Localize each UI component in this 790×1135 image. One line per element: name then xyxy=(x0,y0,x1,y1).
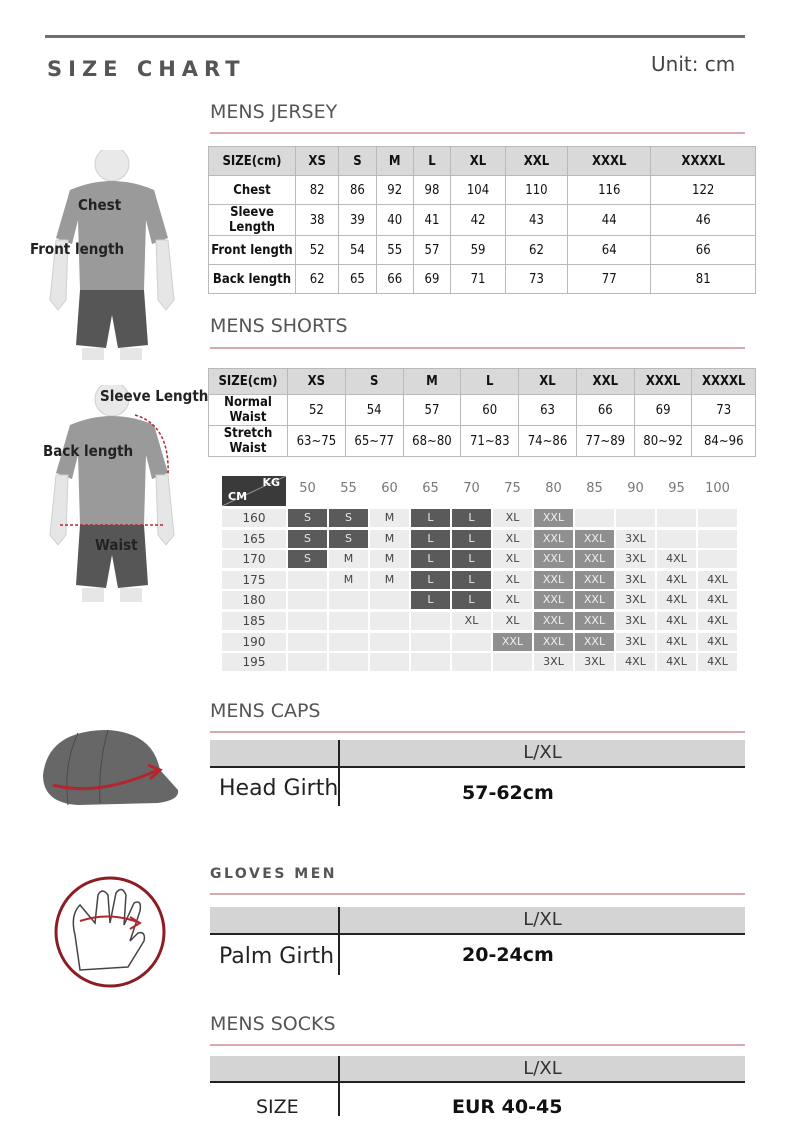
jersey-value-cell: 92 xyxy=(376,176,413,205)
jersey-size-header: XS xyxy=(296,147,339,176)
size-grid-cell: M xyxy=(370,571,409,589)
jersey-value-cell: 40 xyxy=(376,205,413,236)
size-grid-cell: 3XL xyxy=(616,530,655,548)
jersey-size-header: S xyxy=(339,147,376,176)
size-grid-cell: 4XL xyxy=(698,591,737,609)
jersey-value-cell: 98 xyxy=(413,176,450,205)
caps-measure-value: 57-62cm xyxy=(462,782,554,804)
shorts-value-cell: 65~77 xyxy=(345,426,403,457)
shorts-size-header: XS xyxy=(288,369,346,395)
size-grid-cell xyxy=(616,509,655,527)
size-grid-cell xyxy=(657,509,696,527)
size-grid-cell: XXL xyxy=(575,530,614,548)
size-grid-cell: L xyxy=(452,591,491,609)
kg-column-header: 65 xyxy=(422,481,439,496)
size-grid-cell xyxy=(452,633,491,651)
size-grid-cell: L xyxy=(452,509,491,527)
size-grid-cell: M xyxy=(370,530,409,548)
size-grid-cell: 4XL xyxy=(698,653,737,671)
size-grid-cell: L xyxy=(411,530,450,548)
jersey-value-cell: 62 xyxy=(296,265,339,294)
page-title: SIZE CHART xyxy=(47,57,246,81)
top-divider xyxy=(45,35,745,38)
size-grid-cell xyxy=(370,612,409,630)
shorts-value-cell: 60 xyxy=(461,395,519,426)
jersey-size-header: XL xyxy=(451,147,506,176)
back-length-label: Back length xyxy=(43,442,134,460)
size-grid-cell: 3XL xyxy=(616,591,655,609)
jersey-value-cell: 38 xyxy=(296,205,339,236)
jersey-row-label: Back length xyxy=(209,265,296,294)
caps-section-title: MENS CAPS xyxy=(210,700,321,722)
size-grid-cell: 4XL xyxy=(698,612,737,630)
size-grid-cell: 4XL xyxy=(698,571,737,589)
shorts-value-cell: 63~75 xyxy=(288,426,346,457)
size-grid-cell: 4XL xyxy=(657,653,696,671)
shorts-size-header: L xyxy=(461,369,519,395)
size-grid-cell xyxy=(370,653,409,671)
size-grid-cell: XL xyxy=(493,591,532,609)
size-grid-cell xyxy=(698,509,737,527)
shorts-value-cell: 74~86 xyxy=(519,426,577,457)
jersey-size-header: M xyxy=(376,147,413,176)
kg-column-header: 100 xyxy=(705,481,730,496)
jersey-value-cell: 55 xyxy=(376,236,413,265)
size-grid-cell: L xyxy=(452,550,491,568)
size-grid-cell xyxy=(288,653,327,671)
size-grid-cell: 4XL xyxy=(657,612,696,630)
shorts-value-cell: 66 xyxy=(576,395,634,426)
size-grid-cell: L xyxy=(411,509,450,527)
size-grid-cell: 3XL xyxy=(616,612,655,630)
shorts-value-cell: 77~89 xyxy=(576,426,634,457)
shorts-value-cell: 80~92 xyxy=(634,426,692,457)
shorts-value-cell: 73 xyxy=(692,395,756,426)
size-grid-cell: 4XL xyxy=(657,591,696,609)
kg-column-header: 80 xyxy=(545,481,562,496)
size-grid-cell xyxy=(329,612,368,630)
gloves-header-line xyxy=(210,933,745,935)
size-grid-cell xyxy=(411,612,450,630)
size-grid-cell: M xyxy=(370,509,409,527)
gloves-size: L/XL xyxy=(523,909,562,930)
size-grid-cell: M xyxy=(329,571,368,589)
size-grid-cell: 3XL xyxy=(616,571,655,589)
size-grid-cell xyxy=(329,653,368,671)
jersey-value-cell: 69 xyxy=(413,265,450,294)
kg-column-header: 55 xyxy=(340,481,357,496)
jersey-value-cell: 64 xyxy=(568,236,651,265)
size-grid-cell: XL xyxy=(452,612,491,630)
cm-axis-label: CM xyxy=(228,490,248,503)
front-length-label: Front length xyxy=(30,240,125,258)
jersey-row xyxy=(209,176,756,205)
size-grid-cell: 4XL xyxy=(698,633,737,651)
size-grid-cell: M xyxy=(329,550,368,568)
sleeve-length-label: Sleeve Length xyxy=(100,387,209,405)
shorts-size-header: XL xyxy=(519,369,577,395)
socks-section-title: MENS SOCKS xyxy=(210,1013,336,1035)
jersey-row-label: Sleeve Length xyxy=(209,205,296,236)
size-grid-cell xyxy=(370,633,409,651)
jersey-row xyxy=(209,236,756,265)
gloves-measure-label: Palm Girth xyxy=(219,944,335,969)
cm-row-header: 160 xyxy=(222,509,286,527)
shorts-row-label: Normal Waist xyxy=(209,395,288,426)
chest-label: Chest xyxy=(78,196,122,214)
size-grid-cell: XXL xyxy=(534,612,573,630)
jersey-value-cell: 43 xyxy=(505,205,567,236)
size-grid-cell: M xyxy=(370,550,409,568)
jersey-value-cell: 66 xyxy=(651,236,756,265)
jersey-value-cell: 42 xyxy=(451,205,506,236)
jersey-value-cell: 66 xyxy=(376,265,413,294)
jersey-value-cell: 122 xyxy=(651,176,756,205)
size-grid-cell: S xyxy=(329,530,368,548)
height-weight-size-grid xyxy=(222,472,738,672)
jersey-value-cell: 62 xyxy=(505,236,567,265)
size-grid-cell: XL xyxy=(493,550,532,568)
shorts-section-title: MENS SHORTS xyxy=(210,315,348,337)
shorts-value-cell: 71~83 xyxy=(461,426,519,457)
jersey-size-header: XXXXL xyxy=(651,147,756,176)
caps-divider xyxy=(210,731,745,733)
jersey-header-label: SIZE(cm) xyxy=(209,147,296,176)
jersey-value-cell: 77 xyxy=(568,265,651,294)
size-grid-cell: XXL xyxy=(534,571,573,589)
size-grid-cell: 3XL xyxy=(575,653,614,671)
size-grid-cell: XXL xyxy=(575,550,614,568)
caps-measure-label: Head Girth xyxy=(219,776,339,801)
jersey-value-cell: 71 xyxy=(451,265,506,294)
shorts-row xyxy=(209,426,756,457)
size-grid-cell: XL xyxy=(493,612,532,630)
back-figure-illustration xyxy=(40,385,180,605)
shorts-value-cell: 63 xyxy=(519,395,577,426)
cm-row-header: 180 xyxy=(222,591,286,609)
cm-row-header: 175 xyxy=(222,571,286,589)
gloves-measure-value: 20-24cm xyxy=(462,944,554,966)
size-grid-cell: XXL xyxy=(534,550,573,568)
size-grid-cell xyxy=(288,571,327,589)
size-grid-cell xyxy=(493,653,532,671)
jersey-size-header: XXXL xyxy=(568,147,651,176)
size-grid-cell: 3XL xyxy=(616,633,655,651)
size-grid-cell xyxy=(288,591,327,609)
shorts-value-cell: 54 xyxy=(345,395,403,426)
size-grid-cell: XXL xyxy=(534,509,573,527)
jersey-value-cell: 46 xyxy=(651,205,756,236)
shorts-size-header: XXXXL xyxy=(692,369,756,395)
size-grid-cell xyxy=(657,530,696,548)
shorts-value-cell: 68~80 xyxy=(403,426,461,457)
jersey-row xyxy=(209,205,756,236)
shorts-divider xyxy=(210,347,745,349)
unit-label: Unit: cm xyxy=(651,52,736,76)
socks-header-line xyxy=(210,1081,745,1083)
size-grid-cell: L xyxy=(411,571,450,589)
shorts-size-table xyxy=(208,368,756,457)
jersey-value-cell: 39 xyxy=(339,205,376,236)
size-grid-cell xyxy=(698,530,737,548)
size-grid-cell: XXL xyxy=(575,612,614,630)
jersey-value-cell: 54 xyxy=(339,236,376,265)
size-grid-cell: 4XL xyxy=(657,633,696,651)
size-grid-cell: XXL xyxy=(534,633,573,651)
jersey-size-table xyxy=(208,146,756,294)
jersey-value-cell: 65 xyxy=(339,265,376,294)
socks-measure-label: SIZE xyxy=(256,1096,299,1118)
size-grid-cell: S xyxy=(288,550,327,568)
size-grid-cell xyxy=(370,591,409,609)
kg-column-header: 90 xyxy=(627,481,644,496)
jersey-value-cell: 57 xyxy=(413,236,450,265)
jersey-value-cell: 81 xyxy=(651,265,756,294)
cm-row-header: 190 xyxy=(222,633,286,651)
shorts-value-cell: 69 xyxy=(634,395,692,426)
jersey-size-header: XXL xyxy=(505,147,567,176)
jersey-value-cell: 104 xyxy=(451,176,506,205)
shorts-row-label: Stretch Waist xyxy=(209,426,288,457)
grid-corner-header xyxy=(222,476,286,506)
socks-divider xyxy=(210,1044,745,1046)
shorts-size-header: M xyxy=(403,369,461,395)
shorts-value-cell: 52 xyxy=(288,395,346,426)
shorts-header-label: SIZE(cm) xyxy=(209,369,288,395)
size-grid-cell: 3XL xyxy=(534,653,573,671)
size-grid-cell: S xyxy=(329,509,368,527)
size-grid-cell: XXL xyxy=(575,633,614,651)
size-grid-cell xyxy=(288,612,327,630)
size-grid-cell xyxy=(329,633,368,651)
socks-measure-value: EUR 40-45 xyxy=(452,1096,563,1118)
size-grid-cell: S xyxy=(288,530,327,548)
shorts-row xyxy=(209,395,756,426)
size-grid-cell: XXL xyxy=(575,591,614,609)
cm-row-header: 185 xyxy=(222,612,286,630)
shorts-size-header: S xyxy=(345,369,403,395)
gloves-section-title: GLOVES MEN xyxy=(210,866,338,882)
kg-axis-label: KG xyxy=(262,476,280,489)
size-grid-cell: L xyxy=(411,550,450,568)
size-grid-cell: 4XL xyxy=(657,550,696,568)
jersey-section-title: MENS JERSEY xyxy=(210,101,338,123)
jersey-value-cell: 82 xyxy=(296,176,339,205)
shorts-size-header: XXL xyxy=(576,369,634,395)
waist-label: Waist xyxy=(95,536,138,554)
size-grid-cell xyxy=(288,633,327,651)
cap-illustration xyxy=(38,725,183,815)
jersey-value-cell: 110 xyxy=(505,176,567,205)
jersey-header-row xyxy=(209,147,756,176)
kg-column-header: 70 xyxy=(463,481,480,496)
shorts-value-cell: 84~96 xyxy=(692,426,756,457)
kg-column-header: 50 xyxy=(299,481,316,496)
jersey-value-cell: 44 xyxy=(568,205,651,236)
jersey-row xyxy=(209,265,756,294)
size-grid-cell: 4XL xyxy=(657,571,696,589)
glove-illustration xyxy=(50,875,170,990)
shorts-value-cell: 57 xyxy=(403,395,461,426)
size-grid-cell: XXL xyxy=(575,571,614,589)
jersey-row-label: Front length xyxy=(209,236,296,265)
size-grid-cell: L xyxy=(452,530,491,548)
gloves-divider xyxy=(210,893,745,895)
size-grid-cell xyxy=(411,633,450,651)
size-grid-cell: XL xyxy=(493,571,532,589)
size-grid-cell: S xyxy=(288,509,327,527)
jersey-value-cell: 86 xyxy=(339,176,376,205)
size-grid-cell xyxy=(329,591,368,609)
size-grid-cell: 4XL xyxy=(616,653,655,671)
size-grid-cell xyxy=(698,550,737,568)
jersey-size-header: L xyxy=(413,147,450,176)
size-grid-cell xyxy=(452,653,491,671)
kg-column-header: 85 xyxy=(586,481,603,496)
jersey-value-cell: 52 xyxy=(296,236,339,265)
size-grid-cell: 3XL xyxy=(616,550,655,568)
kg-column-header: 60 xyxy=(381,481,398,496)
jersey-value-cell: 116 xyxy=(568,176,651,205)
jersey-value-cell: 41 xyxy=(413,205,450,236)
size-grid-cell: XL xyxy=(493,509,532,527)
size-grid-cell: XXL xyxy=(493,633,532,651)
size-grid-cell: L xyxy=(452,571,491,589)
cm-row-header: 195 xyxy=(222,653,286,671)
cm-row-header: 165 xyxy=(222,530,286,548)
size-grid-cell: XL xyxy=(493,530,532,548)
kg-column-header: 95 xyxy=(668,481,685,496)
size-grid-cell xyxy=(575,509,614,527)
size-grid-cell xyxy=(411,653,450,671)
jersey-row-label: Chest xyxy=(209,176,296,205)
size-grid-cell: L xyxy=(411,591,450,609)
shorts-header-row xyxy=(209,369,756,395)
caps-size: L/XL xyxy=(523,742,562,763)
kg-column-header: 75 xyxy=(504,481,521,496)
socks-size: L/XL xyxy=(523,1058,562,1079)
size-grid-cell: XXL xyxy=(534,530,573,548)
jersey-divider xyxy=(210,132,745,134)
cm-row-header: 170 xyxy=(222,550,286,568)
shorts-size-header: XXXL xyxy=(634,369,692,395)
caps-header-line xyxy=(210,766,745,768)
size-grid-cell: XXL xyxy=(534,591,573,609)
jersey-value-cell: 59 xyxy=(451,236,506,265)
jersey-value-cell: 73 xyxy=(505,265,567,294)
